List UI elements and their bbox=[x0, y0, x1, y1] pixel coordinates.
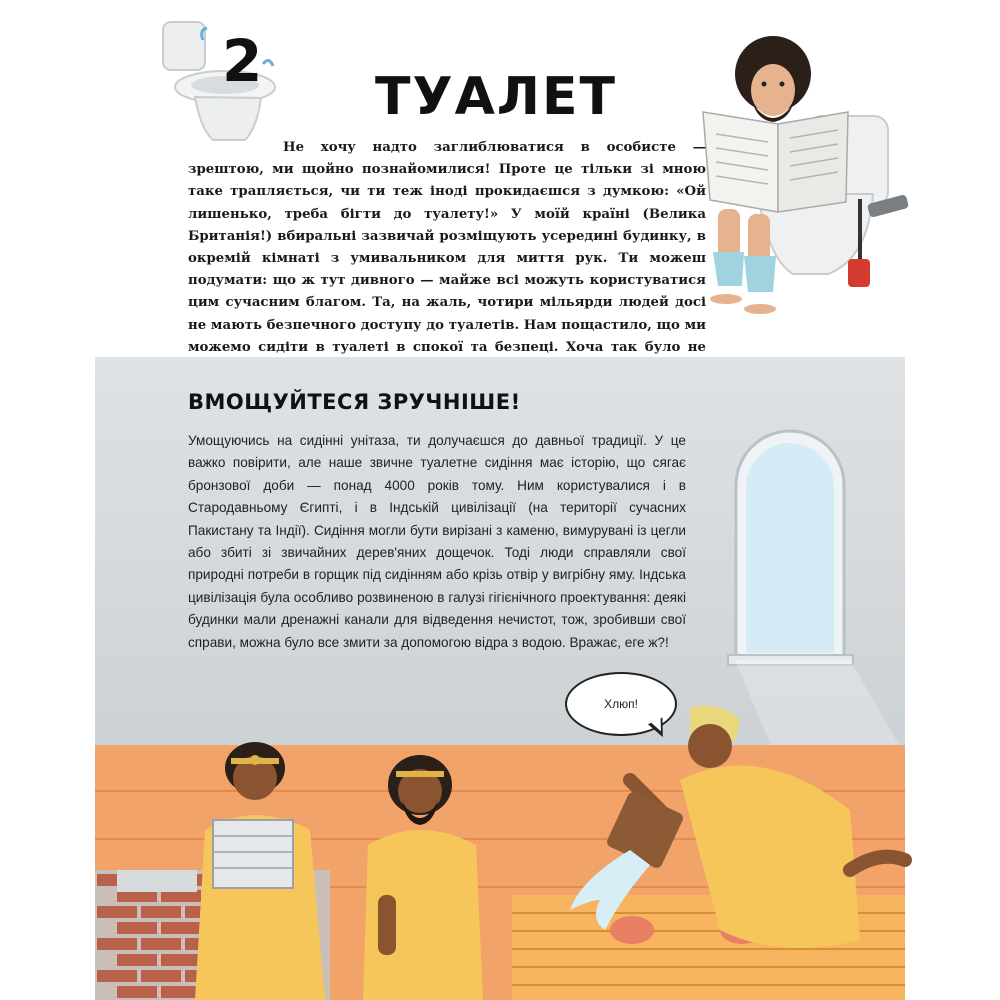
chapter-number: 2 bbox=[222, 27, 263, 95]
speech-bubble-text: Хлюп! bbox=[604, 697, 638, 711]
section-body bbox=[188, 430, 686, 654]
section-heading: ВМОЩУЙТЕСЯ ЗРУЧНІШЕ! bbox=[188, 390, 521, 414]
man-on-toilet-illustration bbox=[698, 24, 913, 329]
intro-text: Не хочу надто заглиблюватися в особисте — зрештою, ми щойно познайомилися! Проте це тільки зі мною таке трапляється, чи ти теж іноді прокидаєшся з думкою: «Ой лишенько, треба бігти до туалету!» У моїй країні (Велика Британія!) вбиральні зазвичай розміщують усередині будинку, в окремій кімнаті з умивальником для миття рук. Ти можеш подумати: що ж тут дивного — майже всі можуть користуватися цим сучасним благом. Та, на жаль, чотири мільярди людей досі не мають безпечного доступу до туалетів. Нам пощастило, що ми можемо сидіти в туалеті в спокої та безпеці. Хоча так було не bbox=[188, 140, 706, 355]
page-title: ТУАЛЕТ bbox=[375, 67, 617, 127]
arched-window-illustration bbox=[728, 423, 853, 668]
seated-man-illustration bbox=[358, 745, 488, 1000]
section-body-text: Умощуючись на сидінні унітаза, ти долучаєшся до давньої традиції. У це важко повірити, але наше звичне туалетне сидіння має історію, що сягає бронзової доби — понад 4000 років тому. Ним користувалися і в Стародавньому Єгипті, і в Індській цивілізації (на території сучасних Пакистану та Індії). Сидіння могли бути вирізані з каменю, вимурувані із цегли або збиті зі звичайних дерев'яних дощечок. Тоді люди справляли свої природні потреби в горщик під сидінням або крізь отвір у вигрібну яму. Індська цивілізація була особливо розвиненою в галузі гігієнічного проектування: деякі будинки мали дренажні канали для відведення нечистот, тож, зробивши свої справи, можна було все змити за допомогою відра з водою. Вражає, еге ж?! bbox=[188, 433, 686, 650]
person-pouring-water-illustration bbox=[560, 700, 905, 1000]
intro-paragraph bbox=[188, 137, 706, 381]
person-with-tablets-illustration bbox=[195, 740, 335, 1000]
